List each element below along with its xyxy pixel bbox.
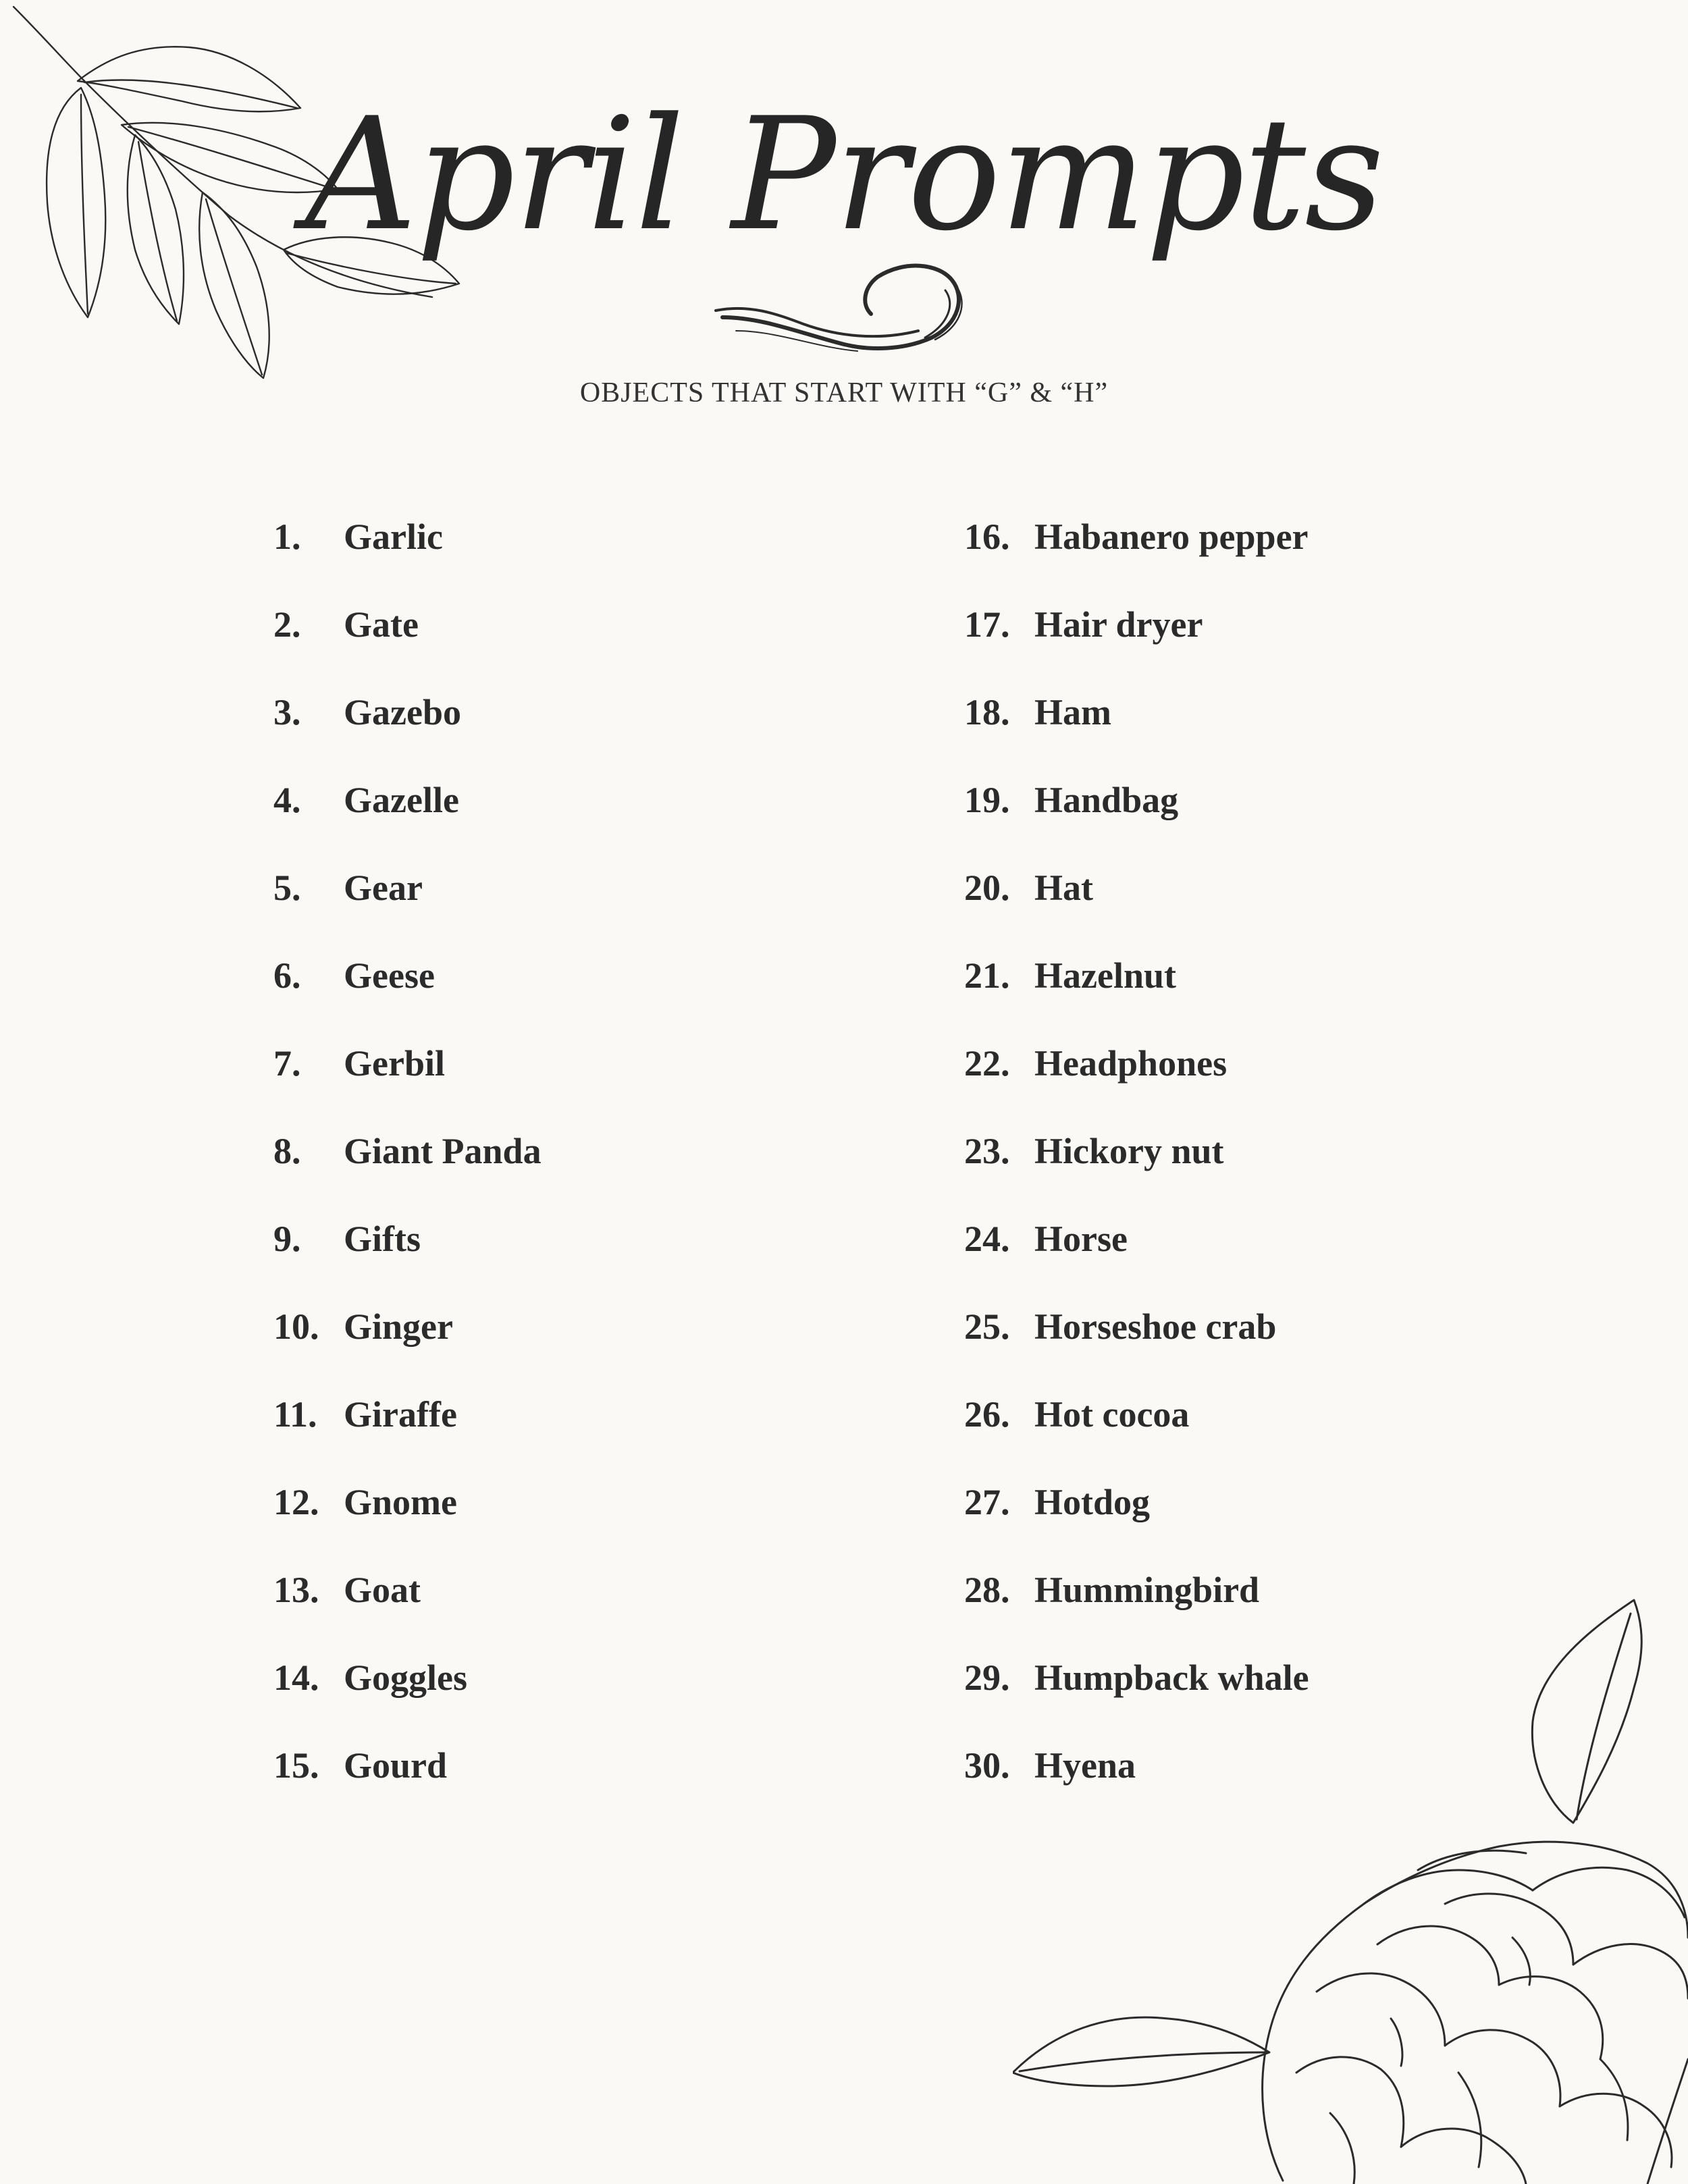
item-number: 17.: [964, 604, 1010, 645]
flourish-icon: [702, 250, 972, 358]
item-text: Goat: [344, 1570, 421, 1610]
list-item: [273, 1738, 542, 1826]
list-item: [273, 773, 542, 861]
item-text: Geese: [344, 955, 435, 996]
item-number: 25.: [964, 1306, 1010, 1347]
item-text: Habanero pepper: [1034, 516, 1309, 557]
item-text: Gerbil: [344, 1043, 445, 1084]
item-number: 11.: [273, 1394, 317, 1435]
item-text: Gazebo: [344, 692, 461, 733]
item-number: 1.: [273, 516, 301, 557]
item-number: 3.: [273, 692, 301, 733]
item-number: 13.: [273, 1570, 319, 1610]
item-number: 30.: [964, 1745, 1010, 1786]
item-number: 8.: [273, 1131, 301, 1171]
list-item: [273, 1651, 542, 1738]
item-text: Ham: [1034, 692, 1111, 733]
list-item: [273, 1212, 542, 1300]
item-number: 4.: [273, 780, 301, 820]
list-item: [273, 1124, 542, 1212]
item-text: Gnome: [344, 1482, 457, 1522]
item-number: 2.: [273, 604, 301, 645]
item-text: Gifts: [344, 1219, 421, 1259]
list-item: [273, 861, 542, 949]
list-item: [964, 1124, 1309, 1212]
item-text: Hummingbird: [1034, 1570, 1260, 1610]
item-number: 29.: [964, 1657, 1010, 1698]
item-number: 21.: [964, 955, 1010, 996]
list-item: [964, 1387, 1309, 1475]
item-number: 16.: [964, 516, 1010, 557]
item-number: 12.: [273, 1482, 319, 1522]
list-item: [964, 1475, 1309, 1563]
list-item: [273, 1387, 542, 1475]
item-text: Garlic: [344, 516, 443, 557]
item-text: Gazelle: [344, 780, 459, 820]
item-number: 10.: [273, 1306, 319, 1347]
item-text: Gate: [344, 604, 419, 645]
list-item: [964, 597, 1309, 685]
item-number: 14.: [273, 1657, 319, 1698]
item-number: 20.: [964, 868, 1010, 908]
item-number: 18.: [964, 692, 1010, 733]
list-item: [964, 1212, 1309, 1300]
list-item: [273, 685, 542, 773]
item-text: Horse: [1034, 1219, 1128, 1259]
item-number: 23.: [964, 1131, 1010, 1171]
list-item: [964, 685, 1309, 773]
item-text: Humpback whale: [1034, 1657, 1309, 1698]
item-text: Hazelnut: [1034, 955, 1176, 996]
list-item: [964, 1300, 1309, 1387]
list-item: [964, 1036, 1309, 1124]
item-text: Giant Panda: [344, 1131, 542, 1171]
item-text: Hickory nut: [1034, 1131, 1224, 1171]
item-number: 7.: [273, 1043, 301, 1084]
item-number: 5.: [273, 868, 301, 908]
list-item: [273, 1300, 542, 1387]
item-number: 26.: [964, 1394, 1010, 1435]
item-number: 22.: [964, 1043, 1010, 1084]
list-item: [964, 861, 1309, 949]
prompt-list-left: [273, 510, 542, 1826]
item-number: 27.: [964, 1482, 1010, 1522]
item-text: Hotdog: [1034, 1482, 1151, 1522]
item-text: Goggles: [344, 1657, 467, 1698]
item-text: Horseshoe crab: [1034, 1306, 1277, 1347]
page-title: April Prompts: [305, 85, 1383, 265]
item-text: Headphones: [1034, 1043, 1228, 1084]
list-item: [964, 949, 1309, 1036]
item-text: Hair dryer: [1034, 604, 1203, 645]
item-number: 15.: [273, 1745, 319, 1786]
list-item: [273, 1563, 542, 1651]
list-item: [273, 597, 542, 685]
item-text: Hot cocoa: [1034, 1394, 1190, 1435]
item-number: 6.: [273, 955, 301, 996]
item-text: Handbag: [1034, 780, 1179, 820]
item-number: 19.: [964, 780, 1010, 820]
item-text: Gourd: [344, 1745, 448, 1786]
item-text: Ginger: [344, 1306, 453, 1347]
item-number: 9.: [273, 1219, 301, 1259]
list-item: [964, 510, 1309, 597]
item-number: 28.: [964, 1570, 1010, 1610]
list-item: [273, 510, 542, 597]
list-item: [273, 1475, 542, 1563]
page-subtitle: OBJECTS THAT START WITH “G” & “H”: [579, 377, 1109, 408]
item-text: Giraffe: [344, 1394, 457, 1435]
list-item: [273, 949, 542, 1036]
item-text: Hat: [1034, 868, 1093, 908]
item-text: Hyena: [1034, 1745, 1136, 1786]
peony-flower-icon: [1013, 1587, 1688, 2184]
list-item: [964, 773, 1309, 861]
item-number: 24.: [964, 1219, 1010, 1259]
list-item: [273, 1036, 542, 1124]
item-text: Gear: [344, 868, 423, 908]
